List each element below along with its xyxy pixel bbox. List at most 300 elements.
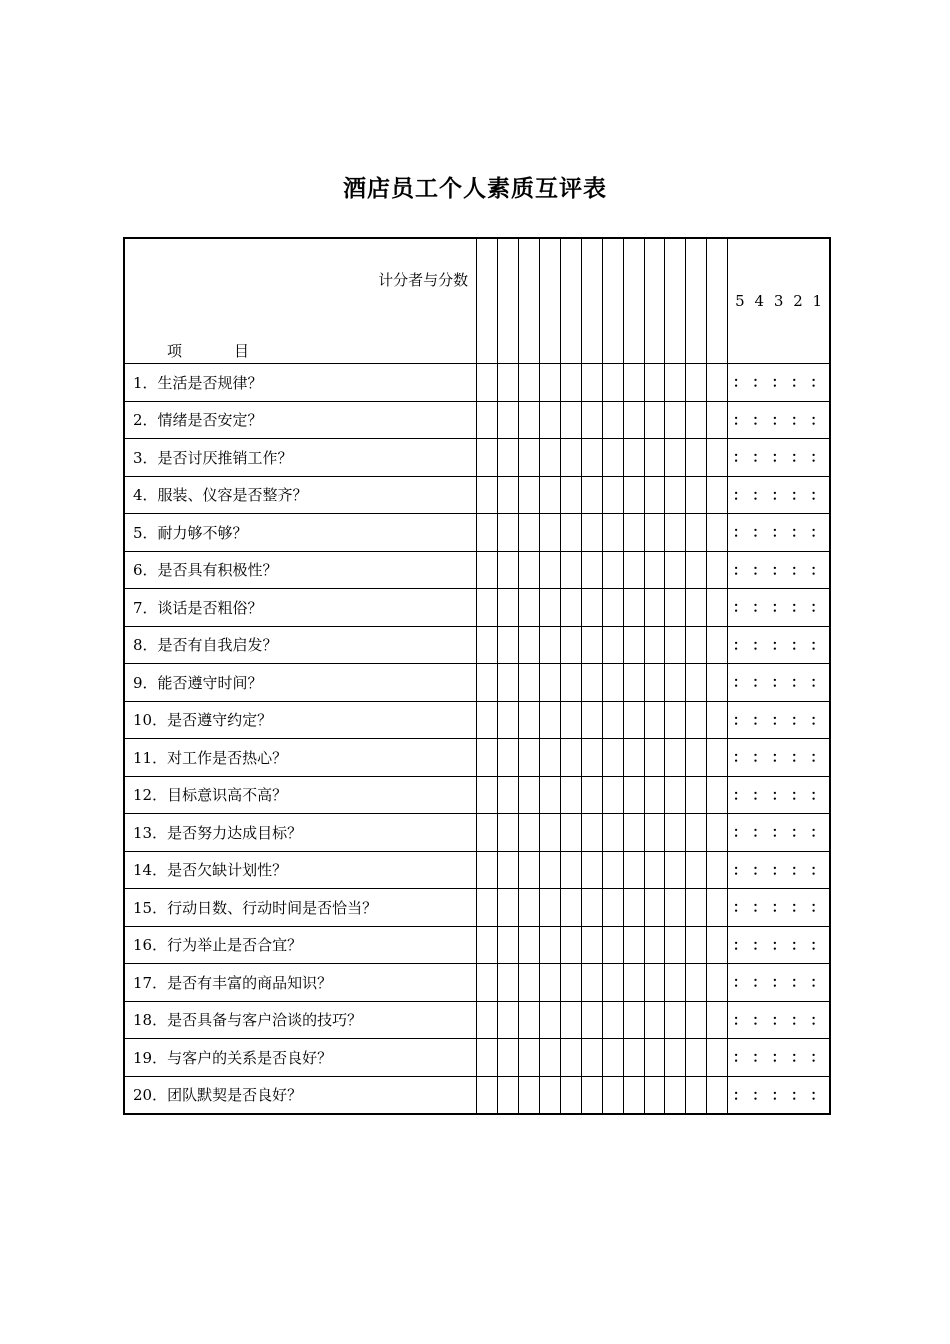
colon-mark: ： <box>810 1087 825 1104</box>
score-input-cell[interactable] <box>518 1076 539 1114</box>
score-input-cell[interactable] <box>686 626 707 664</box>
score-input-cell[interactable] <box>498 1076 519 1114</box>
score-input-cell[interactable] <box>644 851 665 889</box>
score-input-cell[interactable] <box>644 664 665 702</box>
score-input-cell[interactable] <box>539 926 560 964</box>
score-input-cell[interactable] <box>518 1001 539 1039</box>
table-row <box>124 664 830 702</box>
score-input-cell[interactable] <box>602 814 623 852</box>
score-input-cell[interactable] <box>665 476 686 514</box>
score-input-cell[interactable] <box>560 551 581 589</box>
score-input-cell[interactable] <box>560 664 581 702</box>
table-row <box>124 514 830 552</box>
colon-marks <box>728 522 829 542</box>
score-input-cell[interactable] <box>602 439 623 477</box>
score-input-cell[interactable] <box>665 364 686 402</box>
score-input-cell[interactable] <box>498 364 519 402</box>
score-input-cell[interactable] <box>707 851 728 889</box>
score-input-cell[interactable] <box>581 926 602 964</box>
colon-marks <box>728 635 829 655</box>
score-input-cell[interactable] <box>581 964 602 1002</box>
colon-mark: ： <box>810 712 825 729</box>
score-input-cell[interactable] <box>623 589 644 627</box>
score-input-cell[interactable] <box>707 514 728 552</box>
score-input-cell[interactable] <box>623 701 644 739</box>
score-input-cell[interactable] <box>644 814 665 852</box>
score-input-cell[interactable] <box>477 739 498 777</box>
score-input-cell[interactable] <box>518 926 539 964</box>
score-input-cell[interactable] <box>644 439 665 477</box>
score-input-cell[interactable] <box>539 551 560 589</box>
score-input-cell[interactable] <box>623 626 644 664</box>
score-input-cell[interactable] <box>539 401 560 439</box>
score-input-cell[interactable] <box>477 964 498 1002</box>
colon-mark: ： <box>810 825 825 842</box>
score-input-cell[interactable] <box>477 776 498 814</box>
score-input-cell[interactable] <box>602 851 623 889</box>
score-input-cell[interactable] <box>498 626 519 664</box>
score-input-cell[interactable] <box>623 514 644 552</box>
score-input-cell[interactable] <box>539 476 560 514</box>
score-input-cell[interactable] <box>518 401 539 439</box>
score-input-cell[interactable] <box>686 589 707 627</box>
score-input-cell[interactable] <box>581 664 602 702</box>
score-input-cell[interactable] <box>623 851 644 889</box>
score-input-cell[interactable] <box>686 476 707 514</box>
score-input-cell[interactable] <box>623 776 644 814</box>
score-input-cell[interactable] <box>560 626 581 664</box>
score-input-cell[interactable] <box>498 776 519 814</box>
score-input-cell[interactable] <box>581 626 602 664</box>
score-input-cell[interactable] <box>539 776 560 814</box>
score-input-cell[interactable] <box>477 664 498 702</box>
score-scale-value: 3 <box>773 292 784 310</box>
score-input-cell[interactable] <box>477 401 498 439</box>
score-input-cell[interactable] <box>686 926 707 964</box>
score-input-cell[interactable] <box>644 1076 665 1114</box>
score-input-cell[interactable] <box>518 739 539 777</box>
score-input-cell[interactable] <box>665 851 686 889</box>
score-input-cell[interactable] <box>602 1001 623 1039</box>
score-input-cell[interactable] <box>539 1076 560 1114</box>
score-input-cell[interactable] <box>539 364 560 402</box>
scorer-header-cell[interactable] <box>560 238 581 364</box>
score-input-cell[interactable] <box>644 776 665 814</box>
score-input-cell[interactable] <box>602 1076 623 1114</box>
score-input-cell[interactable] <box>518 364 539 402</box>
score-input-cell[interactable] <box>477 1076 498 1114</box>
score-input-cell[interactable] <box>623 1001 644 1039</box>
scorer-header-cell[interactable] <box>581 238 602 364</box>
score-input-cell[interactable] <box>498 664 519 702</box>
score-input-cell[interactable] <box>518 889 539 927</box>
score-input-cell[interactable] <box>581 1001 602 1039</box>
score-input-cell[interactable] <box>539 514 560 552</box>
page-title: 酒店员工个人素质互评表 <box>343 176 607 202</box>
colon-mark: ： <box>810 450 825 467</box>
score-input-cell[interactable] <box>560 851 581 889</box>
colon-marks <box>728 1085 829 1105</box>
item-text: 2．情绪是否安定？ <box>124 401 477 439</box>
score-input-cell[interactable] <box>602 626 623 664</box>
score-input-cell[interactable] <box>560 364 581 402</box>
score-input-cell[interactable] <box>644 364 665 402</box>
score-input-cell[interactable] <box>477 1001 498 1039</box>
score-input-cell[interactable] <box>518 851 539 889</box>
table-row <box>124 364 830 402</box>
score-input-cell[interactable] <box>644 964 665 1002</box>
score-input-cell[interactable] <box>477 814 498 852</box>
score-input-cell[interactable] <box>623 364 644 402</box>
score-input-cell[interactable] <box>665 1076 686 1114</box>
score-scale-cell <box>728 1076 830 1114</box>
score-input-cell[interactable] <box>498 851 519 889</box>
score-input-cell[interactable] <box>686 1076 707 1114</box>
colon-mark: ： <box>752 600 767 617</box>
score-input-cell[interactable] <box>665 439 686 477</box>
score-input-cell[interactable] <box>581 364 602 402</box>
score-input-cell[interactable] <box>665 664 686 702</box>
colon-marks <box>728 597 829 617</box>
score-input-cell[interactable] <box>707 401 728 439</box>
score-input-cell[interactable] <box>644 626 665 664</box>
score-input-cell[interactable] <box>560 926 581 964</box>
item-label-char-1: 项 <box>167 342 183 360</box>
score-input-cell[interactable] <box>560 1001 581 1039</box>
score-input-cell[interactable] <box>477 476 498 514</box>
score-input-cell[interactable] <box>623 476 644 514</box>
score-input-cell[interactable] <box>477 439 498 477</box>
score-input-cell[interactable] <box>707 476 728 514</box>
score-input-cell[interactable] <box>665 776 686 814</box>
score-input-cell[interactable] <box>665 514 686 552</box>
score-input-cell[interactable] <box>686 964 707 1002</box>
score-input-cell[interactable] <box>707 364 728 402</box>
score-input-cell[interactable] <box>539 589 560 627</box>
score-input-cell[interactable] <box>644 1039 665 1077</box>
colon-mark: ： <box>771 862 786 879</box>
score-input-cell[interactable] <box>707 964 728 1002</box>
score-input-cell[interactable] <box>644 476 665 514</box>
colon-mark: ： <box>752 862 767 879</box>
score-input-cell[interactable] <box>498 1001 519 1039</box>
scorer-header-cell[interactable] <box>498 238 519 364</box>
score-input-cell[interactable] <box>602 701 623 739</box>
score-input-cell[interactable] <box>665 964 686 1002</box>
score-input-cell[interactable] <box>707 926 728 964</box>
score-input-cell[interactable] <box>707 1001 728 1039</box>
colon-mark: ： <box>732 375 747 392</box>
score-input-cell[interactable] <box>581 1076 602 1114</box>
score-input-cell[interactable] <box>707 439 728 477</box>
score-input-cell[interactable] <box>686 664 707 702</box>
score-input-cell[interactable] <box>518 814 539 852</box>
score-input-cell[interactable] <box>707 664 728 702</box>
score-input-cell[interactable] <box>581 814 602 852</box>
score-input-cell[interactable] <box>477 926 498 964</box>
score-input-cell[interactable] <box>602 401 623 439</box>
score-input-cell[interactable] <box>498 814 519 852</box>
score-input-cell[interactable] <box>623 439 644 477</box>
score-input-cell[interactable] <box>539 1001 560 1039</box>
score-input-cell[interactable] <box>644 1001 665 1039</box>
scorer-header-cell[interactable] <box>623 238 644 364</box>
score-input-cell[interactable] <box>665 401 686 439</box>
score-input-cell[interactable] <box>518 476 539 514</box>
score-input-cell[interactable] <box>518 589 539 627</box>
score-input-cell[interactable] <box>602 739 623 777</box>
score-input-cell[interactable] <box>623 814 644 852</box>
colon-mark: ： <box>810 525 825 542</box>
score-input-cell[interactable] <box>602 514 623 552</box>
score-input-cell[interactable] <box>602 926 623 964</box>
score-input-cell[interactable] <box>518 701 539 739</box>
score-input-cell[interactable] <box>665 551 686 589</box>
colon-marks <box>728 822 829 842</box>
colon-marks <box>728 672 829 692</box>
score-input-cell[interactable] <box>581 476 602 514</box>
score-input-cell[interactable] <box>686 439 707 477</box>
score-input-cell[interactable] <box>665 926 686 964</box>
score-input-cell[interactable] <box>560 401 581 439</box>
score-input-cell[interactable] <box>581 776 602 814</box>
score-input-cell[interactable] <box>686 1039 707 1077</box>
score-scale-cell <box>728 776 830 814</box>
score-input-cell[interactable] <box>623 1076 644 1114</box>
score-input-cell[interactable] <box>581 439 602 477</box>
scorer-header-cell[interactable] <box>644 238 665 364</box>
score-input-cell[interactable] <box>498 589 519 627</box>
score-input-cell[interactable] <box>602 664 623 702</box>
score-input-cell[interactable] <box>498 439 519 477</box>
score-input-cell[interactable] <box>602 551 623 589</box>
score-input-cell[interactable] <box>686 514 707 552</box>
score-scale-cell <box>728 626 830 664</box>
scorer-header-cell[interactable] <box>477 238 498 364</box>
score-input-cell[interactable] <box>686 364 707 402</box>
score-input-cell[interactable] <box>686 401 707 439</box>
colon-mark: ： <box>732 600 747 617</box>
colon-mark: ： <box>790 750 805 767</box>
score-input-cell[interactable] <box>602 1039 623 1077</box>
colon-mark: ： <box>790 787 805 804</box>
score-input-cell[interactable] <box>686 851 707 889</box>
score-input-cell[interactable] <box>498 1039 519 1077</box>
colon-mark: ： <box>810 562 825 579</box>
score-input-cell[interactable] <box>498 514 519 552</box>
colon-mark: ： <box>732 1012 747 1029</box>
score-input-cell[interactable] <box>581 889 602 927</box>
score-input-cell[interactable] <box>477 889 498 927</box>
score-input-cell[interactable] <box>581 851 602 889</box>
score-input-cell[interactable] <box>518 626 539 664</box>
score-input-cell[interactable] <box>518 664 539 702</box>
score-input-cell[interactable] <box>665 701 686 739</box>
colon-mark: ： <box>752 975 767 992</box>
score-input-cell[interactable] <box>518 964 539 1002</box>
scorer-header-cell[interactable] <box>707 238 728 364</box>
score-input-cell[interactable] <box>560 776 581 814</box>
score-input-cell[interactable] <box>623 1039 644 1077</box>
score-input-cell[interactable] <box>644 739 665 777</box>
score-input-cell[interactable] <box>686 889 707 927</box>
score-input-cell[interactable] <box>477 364 498 402</box>
score-input-cell[interactable] <box>707 739 728 777</box>
score-scale-cell <box>728 739 830 777</box>
score-input-cell[interactable] <box>539 1039 560 1077</box>
score-input-cell[interactable] <box>581 589 602 627</box>
score-input-cell[interactable] <box>602 589 623 627</box>
score-input-cell[interactable] <box>644 514 665 552</box>
score-input-cell[interactable] <box>707 626 728 664</box>
score-input-cell[interactable] <box>560 589 581 627</box>
score-input-cell[interactable] <box>477 626 498 664</box>
score-input-cell[interactable] <box>623 551 644 589</box>
score-input-cell[interactable] <box>518 776 539 814</box>
score-input-cell[interactable] <box>665 889 686 927</box>
colon-mark: ： <box>732 562 747 579</box>
score-input-cell[interactable] <box>665 739 686 777</box>
score-input-cell[interactable] <box>560 964 581 1002</box>
score-input-cell[interactable] <box>707 701 728 739</box>
score-input-cell[interactable] <box>707 814 728 852</box>
score-input-cell[interactable] <box>644 926 665 964</box>
score-input-cell[interactable] <box>560 889 581 927</box>
score-input-cell[interactable] <box>477 701 498 739</box>
scorer-header-cell[interactable] <box>665 238 686 364</box>
score-input-cell[interactable] <box>498 926 519 964</box>
score-input-cell[interactable] <box>602 364 623 402</box>
score-input-cell[interactable] <box>686 701 707 739</box>
score-input-cell[interactable] <box>477 551 498 589</box>
score-input-cell[interactable] <box>644 551 665 589</box>
score-input-cell[interactable] <box>707 551 728 589</box>
score-input-cell[interactable] <box>560 476 581 514</box>
score-input-cell[interactable] <box>581 701 602 739</box>
score-input-cell[interactable] <box>602 964 623 1002</box>
scorer-header-cell[interactable] <box>686 238 707 364</box>
colon-mark: ： <box>790 712 805 729</box>
colon-marks <box>728 897 829 917</box>
colon-mark: ： <box>752 487 767 504</box>
score-input-cell[interactable] <box>539 626 560 664</box>
score-input-cell[interactable] <box>539 851 560 889</box>
score-input-cell[interactable] <box>686 1001 707 1039</box>
score-input-cell[interactable] <box>602 776 623 814</box>
score-input-cell[interactable] <box>560 439 581 477</box>
score-input-cell[interactable] <box>498 401 519 439</box>
score-input-cell[interactable] <box>602 889 623 927</box>
score-input-cell[interactable] <box>623 964 644 1002</box>
score-input-cell[interactable] <box>581 739 602 777</box>
table-row <box>124 439 830 477</box>
score-input-cell[interactable] <box>623 401 644 439</box>
score-input-cell[interactable] <box>498 551 519 589</box>
score-input-cell[interactable] <box>518 514 539 552</box>
score-input-cell[interactable] <box>539 439 560 477</box>
scorer-header-cell[interactable] <box>602 238 623 364</box>
score-input-cell[interactable] <box>665 626 686 664</box>
scorer-header-cell[interactable] <box>518 238 539 364</box>
scorer-header-cell[interactable] <box>539 238 560 364</box>
score-input-cell[interactable] <box>623 926 644 964</box>
score-input-cell[interactable] <box>707 776 728 814</box>
score-input-cell[interactable] <box>477 851 498 889</box>
score-input-cell[interactable] <box>539 701 560 739</box>
score-input-cell[interactable] <box>707 1039 728 1077</box>
score-input-cell[interactable] <box>498 964 519 1002</box>
score-input-cell[interactable] <box>623 889 644 927</box>
score-input-cell[interactable] <box>686 739 707 777</box>
score-input-cell[interactable] <box>518 551 539 589</box>
score-input-cell[interactable] <box>539 739 560 777</box>
colon-mark: ： <box>790 487 805 504</box>
score-input-cell[interactable] <box>707 1076 728 1114</box>
score-input-cell[interactable] <box>477 1039 498 1077</box>
score-input-cell[interactable] <box>560 701 581 739</box>
score-input-cell[interactable] <box>644 701 665 739</box>
score-input-cell[interactable] <box>518 439 539 477</box>
score-input-cell[interactable] <box>477 589 498 627</box>
score-input-cell[interactable] <box>539 664 560 702</box>
score-input-cell[interactable] <box>665 589 686 627</box>
score-input-cell[interactable] <box>581 1039 602 1077</box>
item-text: 7．谈话是否粗俗？ <box>124 589 477 627</box>
score-input-cell[interactable] <box>644 589 665 627</box>
score-input-cell[interactable] <box>581 514 602 552</box>
score-input-cell[interactable] <box>581 551 602 589</box>
score-input-cell[interactable] <box>665 1039 686 1077</box>
colon-mark: ： <box>810 1050 825 1067</box>
score-input-cell[interactable] <box>707 589 728 627</box>
score-input-cell[interactable] <box>560 739 581 777</box>
score-input-cell[interactable] <box>498 739 519 777</box>
score-input-cell[interactable] <box>560 1076 581 1114</box>
colon-mark: ： <box>752 937 767 954</box>
score-input-cell[interactable] <box>686 776 707 814</box>
colon-mark: ： <box>790 975 805 992</box>
score-input-cell[interactable] <box>477 514 498 552</box>
score-input-cell[interactable] <box>644 401 665 439</box>
score-input-cell[interactable] <box>581 401 602 439</box>
score-input-cell[interactable] <box>498 476 519 514</box>
score-input-cell[interactable] <box>498 889 519 927</box>
score-input-cell[interactable] <box>707 889 728 927</box>
score-input-cell[interactable] <box>518 1039 539 1077</box>
table-row <box>124 589 830 627</box>
score-input-cell[interactable] <box>539 964 560 1002</box>
score-input-cell[interactable] <box>686 814 707 852</box>
score-input-cell[interactable] <box>686 551 707 589</box>
colon-mark: ： <box>752 825 767 842</box>
score-input-cell[interactable] <box>665 1001 686 1039</box>
score-input-cell[interactable] <box>665 814 686 852</box>
score-input-cell[interactable] <box>498 701 519 739</box>
colon-mark: ： <box>752 1087 767 1104</box>
colon-marks <box>728 935 829 955</box>
score-input-cell[interactable] <box>539 814 560 852</box>
colon-mark: ： <box>790 637 805 654</box>
colon-marks <box>728 372 829 392</box>
score-input-cell[interactable] <box>539 889 560 927</box>
score-input-cell[interactable] <box>623 739 644 777</box>
score-input-cell[interactable] <box>623 664 644 702</box>
score-input-cell[interactable] <box>560 1039 581 1077</box>
score-input-cell[interactable] <box>644 889 665 927</box>
score-input-cell[interactable] <box>560 514 581 552</box>
score-input-cell[interactable] <box>602 476 623 514</box>
score-input-cell[interactable] <box>560 814 581 852</box>
